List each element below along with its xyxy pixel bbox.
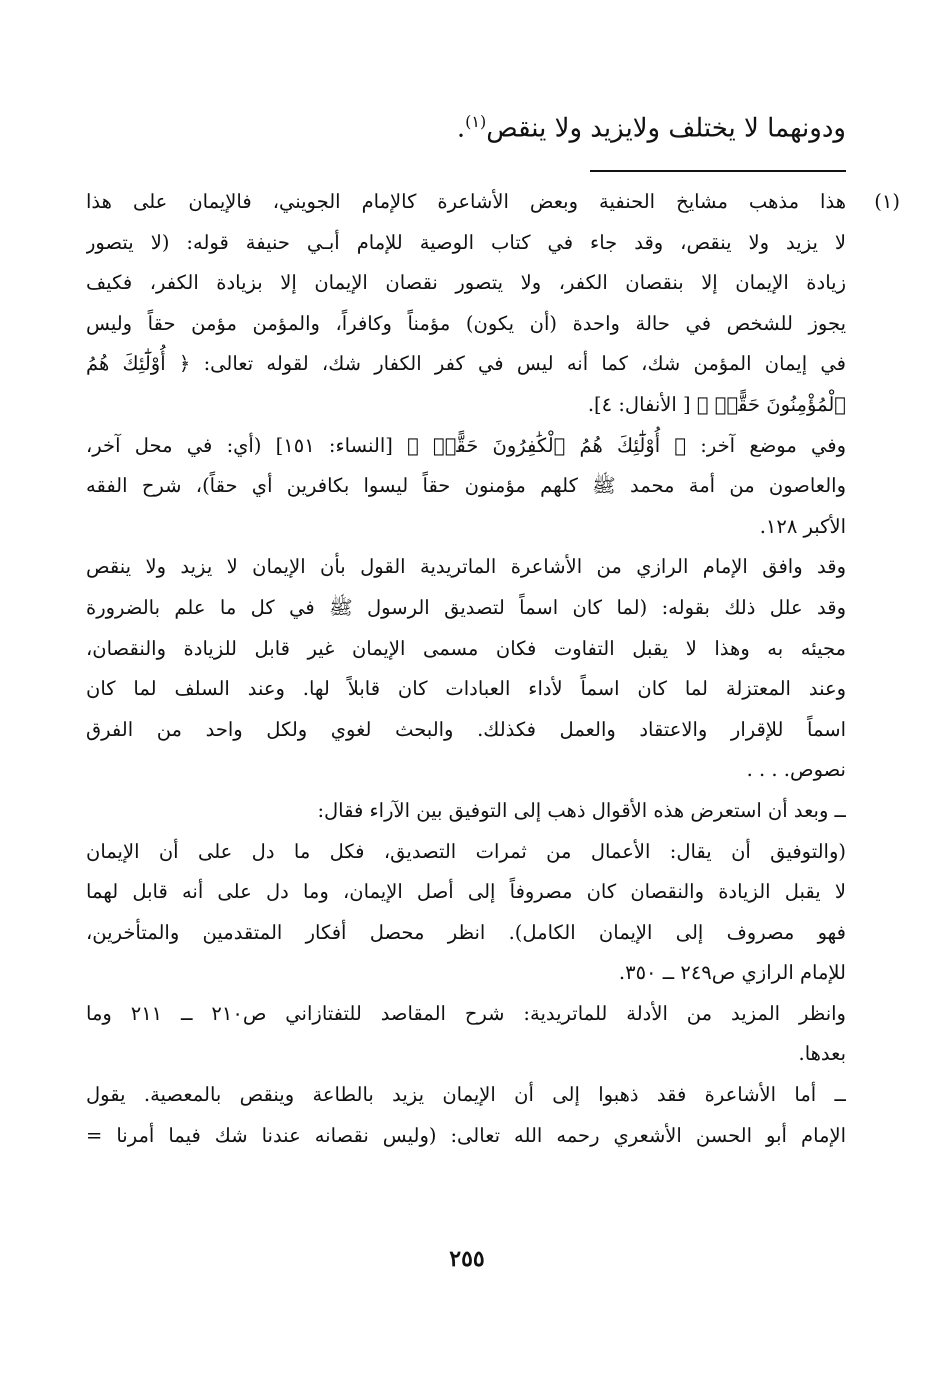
footnote-line: زيادة الإيمان إلا بنقصان الكفر، ولا يتصور نقصان الإيمان إلا بزيادة الكفر، فكيف bbox=[86, 271, 846, 295]
footnote-line: في إيمان المؤمن شك، كما أنه ليس في كفر الكفار شك، لقوله تعالى: ﴿ أُوْلَٰٓئِكَ هُمُ bbox=[86, 352, 846, 376]
footnote-line: وقد علل ذلك بقوله: (لما كان اسماً لتصديق الرسول ﷺ في كل ما علم بالضرورة bbox=[86, 595, 846, 619]
footnote-line: الأكبر ١٢٨. bbox=[759, 514, 846, 538]
page-number: ٢٥٥ bbox=[449, 1246, 485, 1272]
footnote-line: ــ وبعد أن استعرض هذه الأقوال ذهب إلى التوفيق بين الآراء فقال: bbox=[317, 798, 846, 822]
footnote-line: وعند المعتزلة لما كان اسماً لأداء العبادات كان قابلاً لها. وعند السلف لما كان bbox=[86, 677, 846, 701]
footnote-reference: (١) bbox=[465, 112, 487, 131]
footnote-line: (١)هذا مذهب مشايخ الحنفية وبعض الأشاعرة كالإمام الجويني، فالإيمان على هذا bbox=[86, 182, 900, 223]
main-text-end: . bbox=[456, 113, 466, 144]
footnote-line: اسماً للإقرار والاعتقاد والعمل فكذلك. والبحث لغوي ولكل واحد من الفرق bbox=[86, 717, 846, 741]
main-text-line bbox=[86, 100, 846, 151]
footnote-line: وقد وافق الإمام الرازي من الأشاعرة الماتريدية القول بأن الإيمان لا يزيد ولا ينقص bbox=[86, 555, 846, 579]
footnote-line: ــ أما الأشاعرة فقد ذهبوا إلى أن الإيمان يزيد بالطاعة وينقص بالمعصية. يقول bbox=[86, 1083, 846, 1107]
footnote-line: ٱلْمُؤْمِنُونَ حَقًّاۚ ﴾ [ الأنفال: ٤]. bbox=[587, 392, 846, 416]
footnote-separator bbox=[590, 170, 846, 172]
footnote-line: والعاصون من أمة محمد ﷺ كلهم مؤمنون حقاً ليسوا بكافرين أي حقاً)، شرح الفقه bbox=[86, 474, 846, 498]
footnote-line: الإمام أبو الحسن الأشعري رحمه الله تعالى: (وليس نقصانه عندنا شك فيما أمرنا = bbox=[86, 1123, 846, 1147]
footnotes bbox=[86, 182, 900, 1156]
footnote-line: بعدها. bbox=[798, 1042, 846, 1066]
footnote-number: (١) bbox=[874, 190, 900, 213]
footnote-line: (والتوفيق أن يقال: الأعمال من ثمرات التصديق، فكل ما دل على أن الإيمان bbox=[86, 839, 846, 863]
footnote-line: للإمام الرازي ص٢٤٩ ــ ٣٥٠. bbox=[618, 961, 846, 985]
main-text: ودونهما لا يختلف ولايزيد ولا ينقص bbox=[486, 113, 846, 144]
footnote-line: وفي موضع آخر: ﴿ أُوْلَٰٓئِكَ هُمُ ٱلْكَٰفِرُونَ حَقًّاۚ ﴾ [النساء: ١٥١] (أي: في محل آخر، bbox=[86, 433, 846, 457]
footnote-line: مجيئه به وهذا لا يقبل التفاوت فكان مسمى الإيمان غير قابل للزيادة والنقصان، bbox=[86, 636, 846, 660]
footnote-line: لا يزيد ولا ينقص، وقد جاء في كتاب الوصية للإمام أبـي حنيفة قوله: (لا يتصور bbox=[86, 230, 846, 254]
footnote-line: يجوز للشخص في حالة واحدة (أن يكون) مؤمناً وكافراً، والمؤمن مؤمن حقاً وليس bbox=[86, 311, 846, 335]
footnote-line: فهو مصروف إلى الإيمان الكامل). انظر محصل أفكار المتقدمين والمتأخرين، bbox=[86, 920, 846, 944]
footnote-line: نصوص. . . . bbox=[746, 758, 846, 782]
footnote-line: وانظر المزيد من الأدلة للماتريدية: شرح المقاصد للتفتازاني ص٢١٠ ــ ٢١١ وما bbox=[86, 1001, 846, 1025]
footnote-line: لا يقبل الزيادة والنقصان كان مصروفاً إلى أصل الإيمان، وما دل على أنه قابل لهما bbox=[86, 880, 846, 904]
